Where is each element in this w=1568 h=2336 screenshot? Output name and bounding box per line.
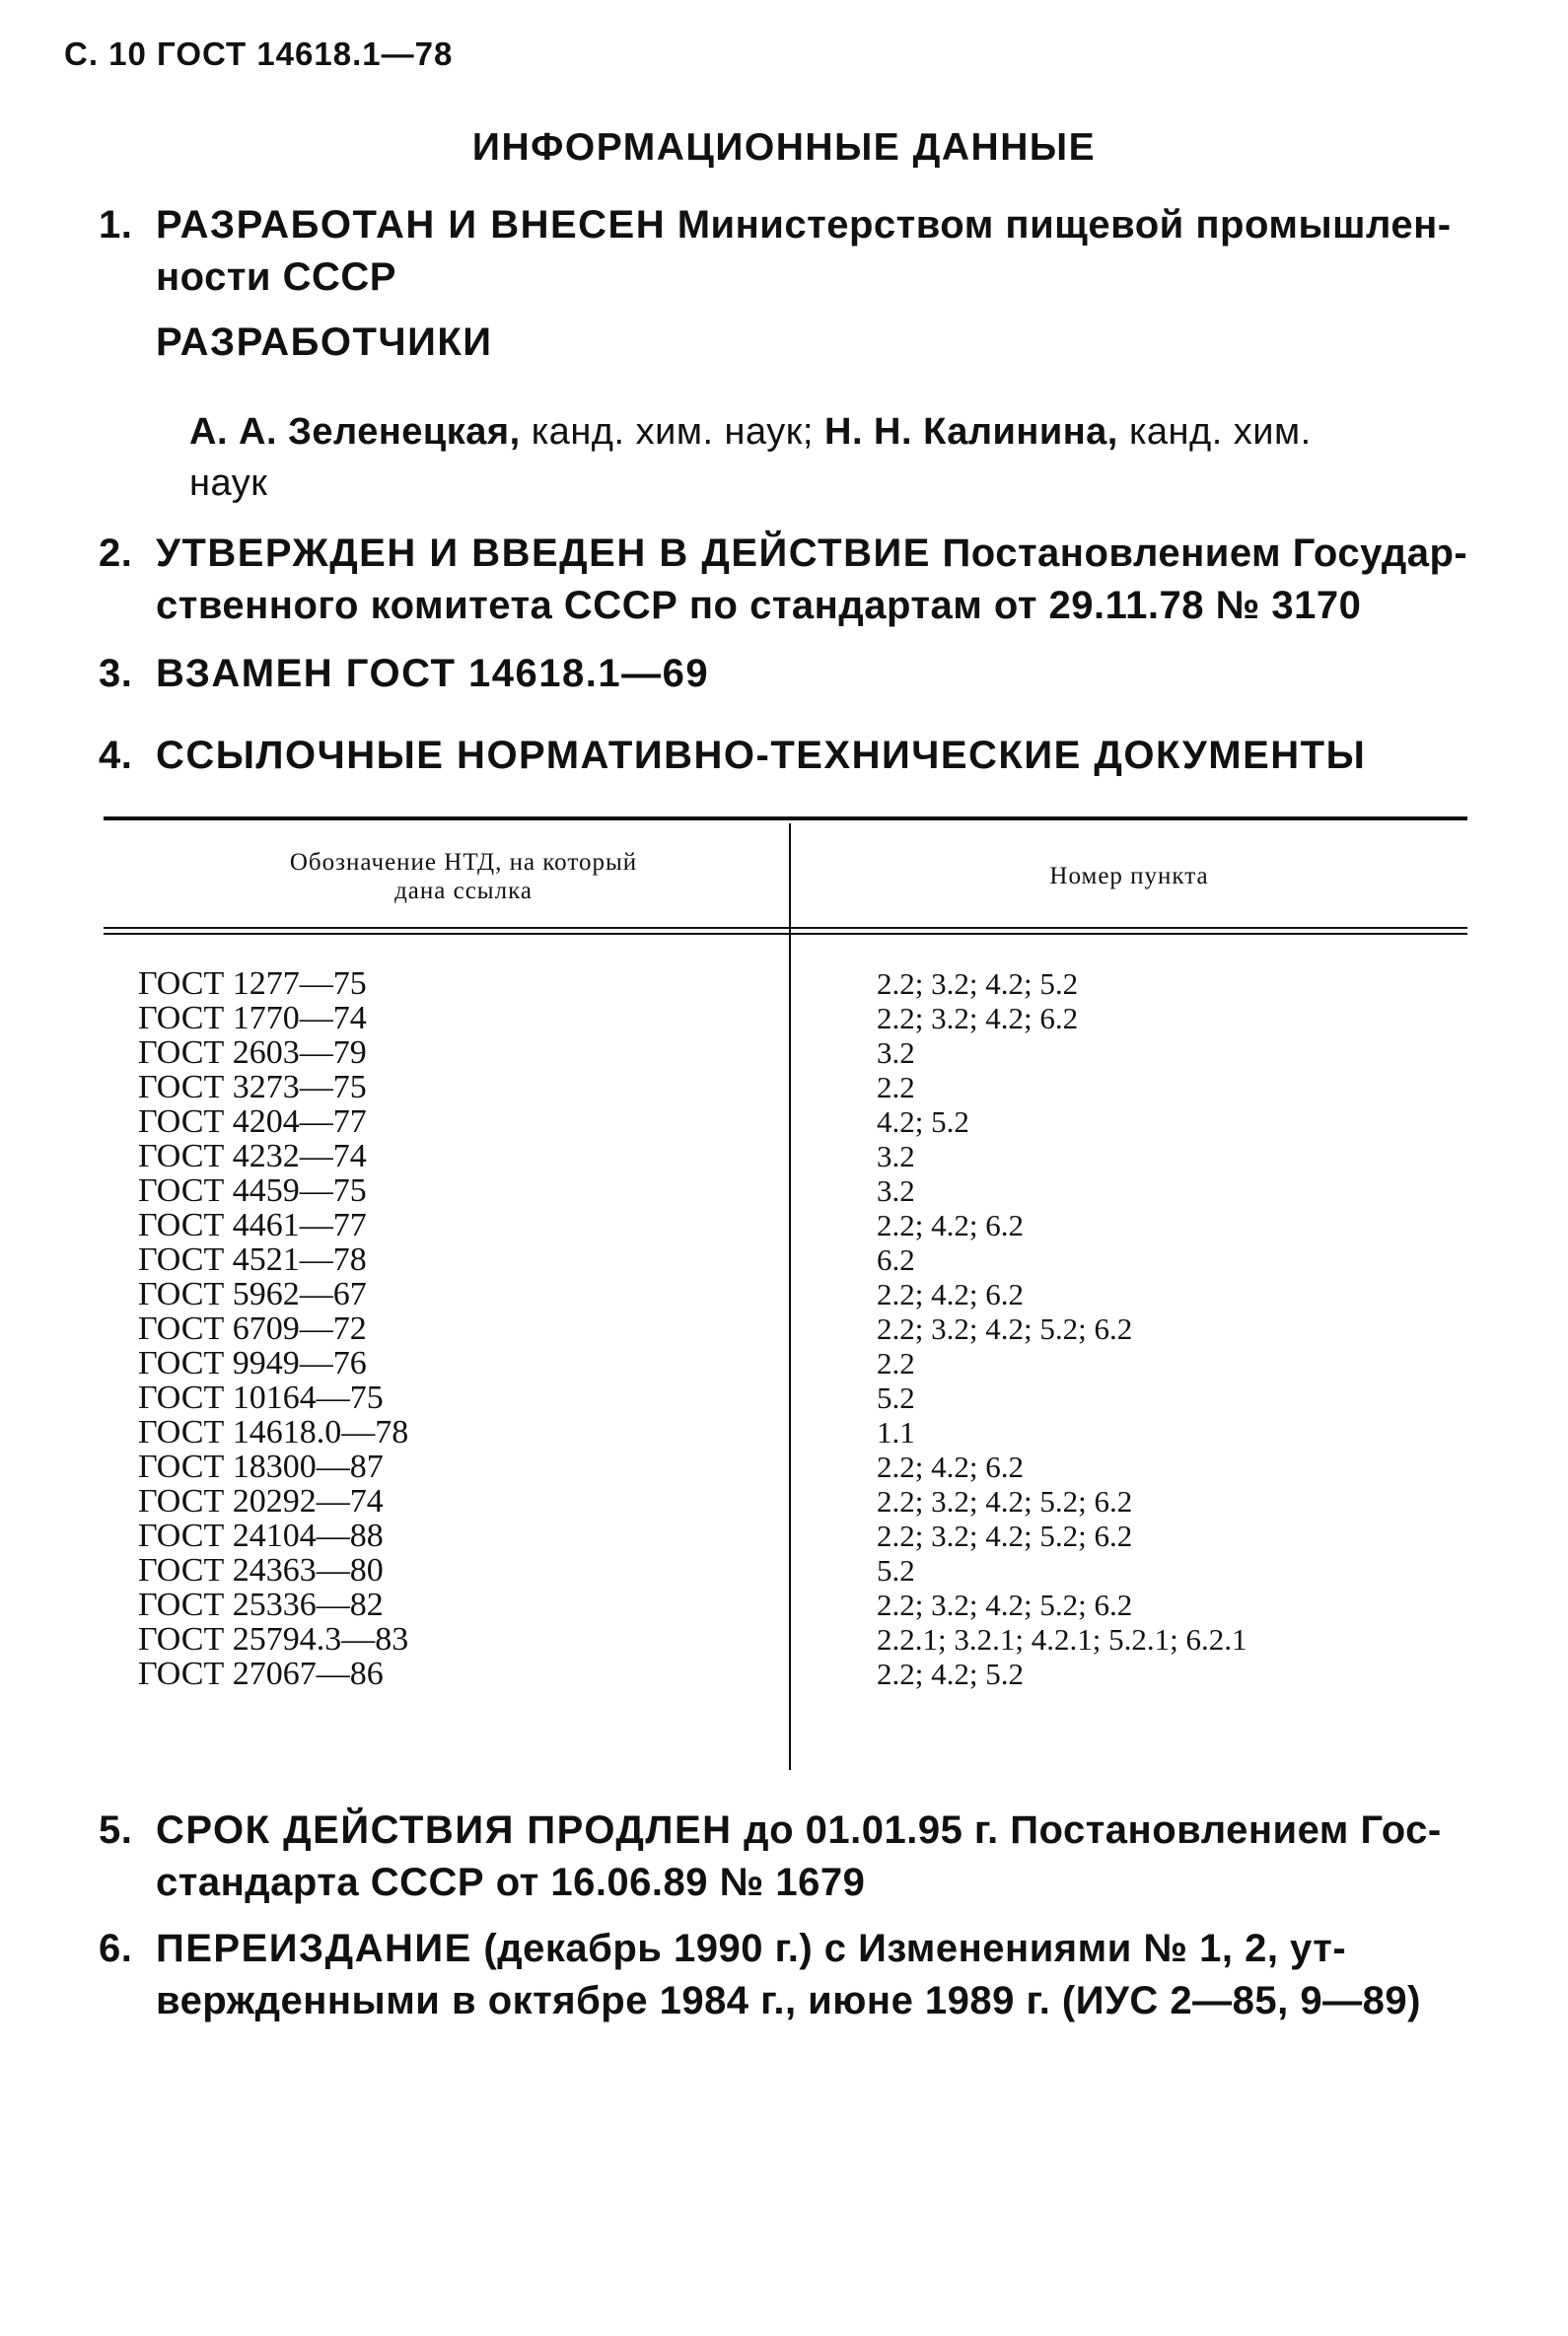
table-cell-document: ГОСТ 4459—75 [138, 1172, 367, 1209]
table-column-points [877, 966, 1247, 1691]
item-text-line-1: (декабрь 1990 г.) с Изменениями № 1, 2, ут- [483, 1927, 1347, 1970]
authors [189, 406, 1481, 509]
table-cell-document: ГОСТ 1277—75 [138, 965, 367, 1002]
item-text-line-2: вержденными в октябре 1984 г., июне 1989 г. (ИУС 2—85, 9—89) [156, 1979, 1421, 2022]
item-number: 1. [99, 203, 133, 247]
item-caps: ПЕРЕИЗДАНИЕ [156, 1927, 472, 1970]
table-cell-document: ГОСТ 4461—77 [138, 1207, 367, 1243]
table-cell-document: ГОСТ 24104—88 [138, 1518, 384, 1554]
item-number: 3. [99, 652, 133, 695]
item-text-line-2: ности СССР [156, 255, 396, 299]
author-2-name: Н. Н. Калинина, [824, 411, 1118, 453]
table-cell-document: ГОСТ 1770—74 [138, 1000, 367, 1036]
item-text-line-2: ственного комитета СССР по стандартам от 29.11.78 № 3170 [156, 584, 1362, 627]
item-1 [99, 199, 1474, 304]
table-cell-points: 2.2 [877, 1346, 915, 1380]
table-cell-points: 5.2 [877, 1380, 915, 1415]
item-text-line-1: Министерством пищевой промышлен- [677, 203, 1452, 247]
item-number: 6. [99, 1927, 133, 1970]
table-cell-points: 2.2; 4.2; 5.2 [877, 1657, 1024, 1691]
item-number: 2. [99, 531, 133, 575]
table-cell-document: ГОСТ 5962—67 [138, 1276, 367, 1312]
item-caps: ССЫЛОЧНЫЕ НОРМАТИВНО-ТЕХНИЧЕСКИЕ ДОКУМЕНТЫ [156, 734, 1367, 777]
table-cell-document: ГОСТ 24363—80 [138, 1552, 384, 1589]
table-column-documents [138, 966, 408, 1691]
table-cell-document: ГОСТ 25794.3—83 [138, 1621, 409, 1658]
table-cell-document: ГОСТ 14618.0—78 [138, 1414, 409, 1451]
table-cell-points: 2.2; 3.2; 4.2; 5.2; 6.2 [877, 1311, 1133, 1346]
table-cell-document: ГОСТ 4204—77 [138, 1103, 367, 1140]
developers-heading: РАЗРАБОТЧИКИ [156, 320, 493, 364]
item-number: 4. [99, 734, 133, 777]
table-column-divider [789, 823, 791, 1770]
table-cell-document: ГОСТ 6709—72 [138, 1310, 367, 1347]
document-title: ИНФОРМАЦИОННЫЕ ДАННЫЕ [471, 126, 1097, 169]
table-cell-document: ГОСТ 25336—82 [138, 1587, 384, 1623]
table-header-rule-2 [104, 933, 1467, 935]
table-cell-points: 5.2 [877, 1553, 915, 1588]
table-cell-points: 2.2; 3.2; 4.2; 5.2 [877, 966, 1079, 1001]
table-cell-points: 3.2 [877, 1035, 915, 1070]
item-text-line-1: Постановлением Государ- [942, 531, 1468, 575]
item-6 [99, 1923, 1474, 2027]
table-cell-points: 2.2.1; 3.2.1; 4.2.1; 5.2.1; 6.2.1 [877, 1622, 1247, 1657]
table-cell-points: 2.2; 4.2; 6.2 [877, 1277, 1024, 1311]
table-cell-points: 2.2; 3.2; 4.2; 6.2 [877, 1001, 1079, 1035]
table-cell-points: 1.1 [877, 1415, 915, 1450]
table-cell-points: 2.2; 3.2; 4.2; 5.2; 6.2 [877, 1588, 1133, 1622]
table-cell-document: ГОСТ 9949—76 [138, 1345, 367, 1381]
item-caps: ВЗАМЕН ГОСТ 14618.1—69 [156, 652, 710, 695]
table-cell-points: 2.2; 4.2; 6.2 [877, 1450, 1024, 1484]
item-5 [99, 1805, 1474, 1909]
table-cell-points: 3.2 [877, 1139, 915, 1173]
table-cell-document: ГОСТ 4232—74 [138, 1138, 367, 1174]
author-2-degree: канд. хим. [1128, 411, 1312, 453]
page-header: С. 10 ГОСТ 14618.1—78 [64, 35, 454, 72]
item-caps: СРОК ДЕЙСТВИЯ ПРОДЛЕН [156, 1808, 733, 1852]
header-left-line-2: дана ссылка [394, 878, 533, 904]
item-2 [99, 528, 1474, 632]
table-cell-document: ГОСТ 18300—87 [138, 1449, 384, 1485]
table-cell-points: 6.2 [877, 1242, 915, 1277]
table-cell-points: 4.2; 5.2 [877, 1104, 969, 1139]
table-top-rule [104, 816, 1467, 820]
table-cell-points: 2.2; 4.2; 6.2 [877, 1208, 1024, 1242]
table-header-left [197, 848, 730, 905]
table-header-rule-1 [104, 927, 1467, 929]
table-cell-points: 2.2 [877, 1070, 915, 1104]
table-cell-document: ГОСТ 4521—78 [138, 1241, 367, 1278]
table-cell-document: ГОСТ 10164—75 [138, 1380, 384, 1416]
header-left-line-1: Обозначение НТД, на который [289, 849, 638, 876]
author-2-degree-cont: наук [189, 462, 268, 504]
item-caps: РАЗРАБОТАН И ВНЕСЕН [156, 203, 667, 247]
item-4 [99, 730, 1474, 782]
table-cell-document: ГОСТ 20292—74 [138, 1483, 384, 1520]
item-caps: УТВЕРЖДЕН И ВВЕДЕН В ДЕЙСТВИЕ [156, 531, 931, 575]
table-cell-document: ГОСТ 2603—79 [138, 1034, 367, 1071]
table-cell-points: 2.2; 3.2; 4.2; 5.2; 6.2 [877, 1519, 1133, 1553]
table-cell-points: 2.2; 3.2; 4.2; 5.2; 6.2 [877, 1484, 1133, 1519]
item-3 [99, 648, 1474, 700]
item-text-line-2: стандарта СССР от 16.06.89 № 1679 [156, 1861, 866, 1904]
author-1-name: А. А. Зеленецкая, [189, 411, 521, 453]
item-number: 5. [99, 1808, 133, 1852]
author-1-degree: канд. хим. наук; [531, 411, 814, 453]
table-header-right: Номер пункта [1049, 863, 1209, 889]
item-text-line-1: до 01.01.95 г. Постановлением Гос- [744, 1808, 1442, 1852]
table-cell-document: ГОСТ 27067—86 [138, 1656, 384, 1692]
table-cell-points: 3.2 [877, 1173, 915, 1208]
table-cell-document: ГОСТ 3273—75 [138, 1069, 367, 1105]
